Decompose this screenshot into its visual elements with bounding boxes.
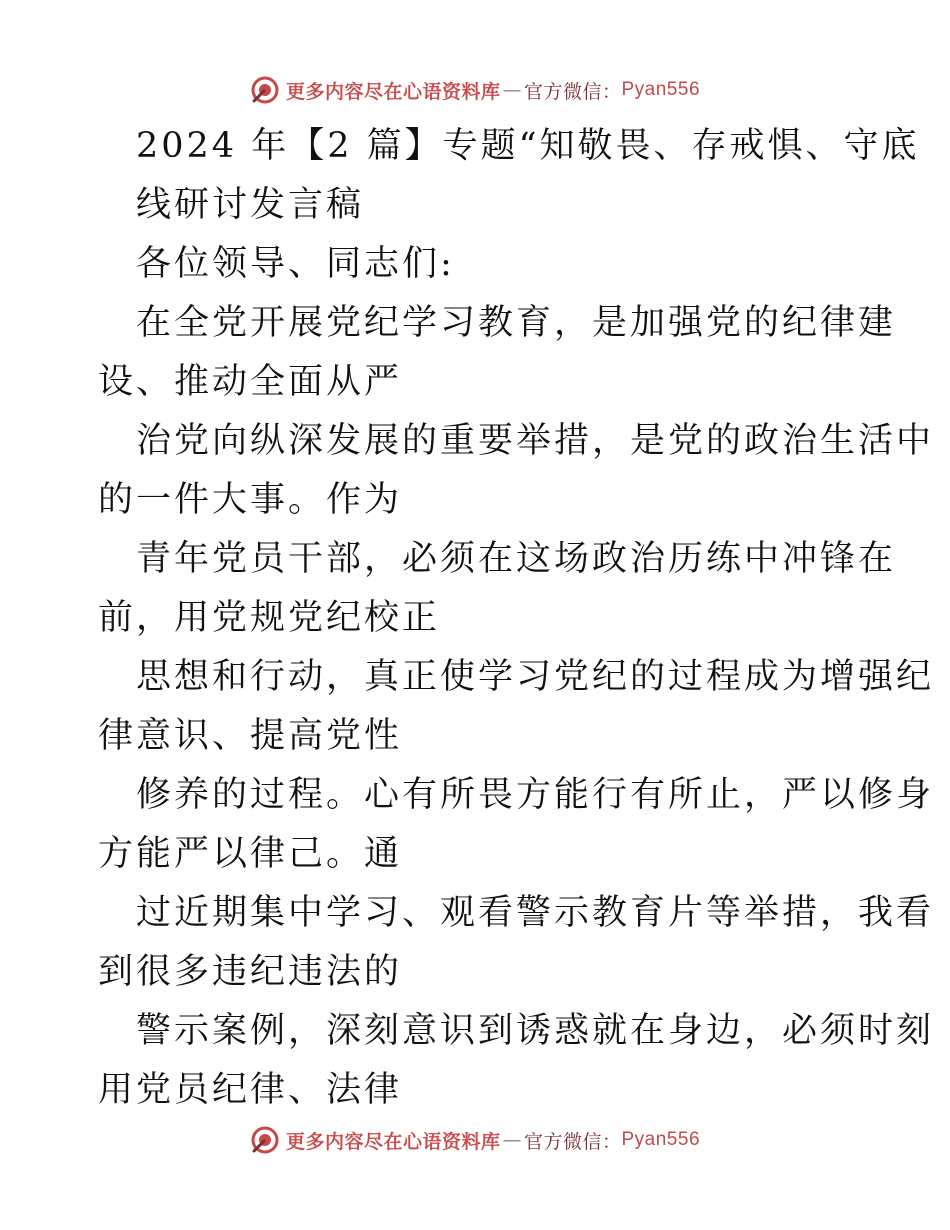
paragraph-line: 到很多违纪违法的 xyxy=(98,952,403,992)
paragraph-line: 青年党员干部，必须在这场政治历练中冲锋在 xyxy=(136,539,897,579)
paragraph-line: 警示案例，深刻意识到诱惑就在身边，必须时刻 xyxy=(136,1011,935,1051)
paragraph-line: 的一件大事。作为 xyxy=(98,480,403,520)
document-title-line-1: 2024 年【2 篇】专题“知敬畏、存戒惧、守底 xyxy=(136,126,920,166)
footer-watermark xyxy=(0,1120,950,1160)
watermark-wechat-id: Pyan556 xyxy=(621,79,701,100)
paragraph-line: 用党员纪律、法律 xyxy=(98,1070,403,1110)
watermark-wechat-id: Pyan556 xyxy=(621,1129,701,1150)
paragraph-line: 方能严以律己。通 xyxy=(98,834,403,874)
paragraph-line: 治党向纵深发展的重要举措，是党的政治生活中 xyxy=(136,421,935,461)
watermark-main-text: 更多内容尽在心语资料库 xyxy=(285,1130,501,1153)
paragraph-line: 修养的过程。心有所畏方能行有所止，严以修身 xyxy=(136,775,935,815)
red-seal-pen-icon xyxy=(250,1125,280,1155)
paragraph-line: 前，用党规党纪校正 xyxy=(98,598,441,638)
header-watermark xyxy=(0,70,950,110)
watermark-official-label: 官方微信： xyxy=(523,1130,622,1153)
salutation: 各位领导、同志们: xyxy=(136,244,455,284)
paragraph-line: 设、推动全面从严 xyxy=(98,362,403,402)
watermark-dash: — xyxy=(502,79,522,101)
document-title-line-2: 线研讨发言稿 xyxy=(136,185,365,225)
paragraph-line: 律意识、提高党性 xyxy=(98,716,403,756)
paragraph-line: 思想和行动，真正使学习党纪的过程成为增强纪 xyxy=(136,657,935,697)
paragraph-line: 过近期集中学习、观看警示教育片等举措，我看 xyxy=(136,893,935,933)
watermark-dash: — xyxy=(502,1129,522,1151)
watermark-main-text: 更多内容尽在心语资料库 xyxy=(285,80,501,103)
paragraph-line: 在全党开展党纪学习教育，是加强党的纪律建 xyxy=(136,303,897,343)
watermark-official-label: 官方微信： xyxy=(523,80,622,103)
red-seal-pen-icon xyxy=(250,75,280,105)
